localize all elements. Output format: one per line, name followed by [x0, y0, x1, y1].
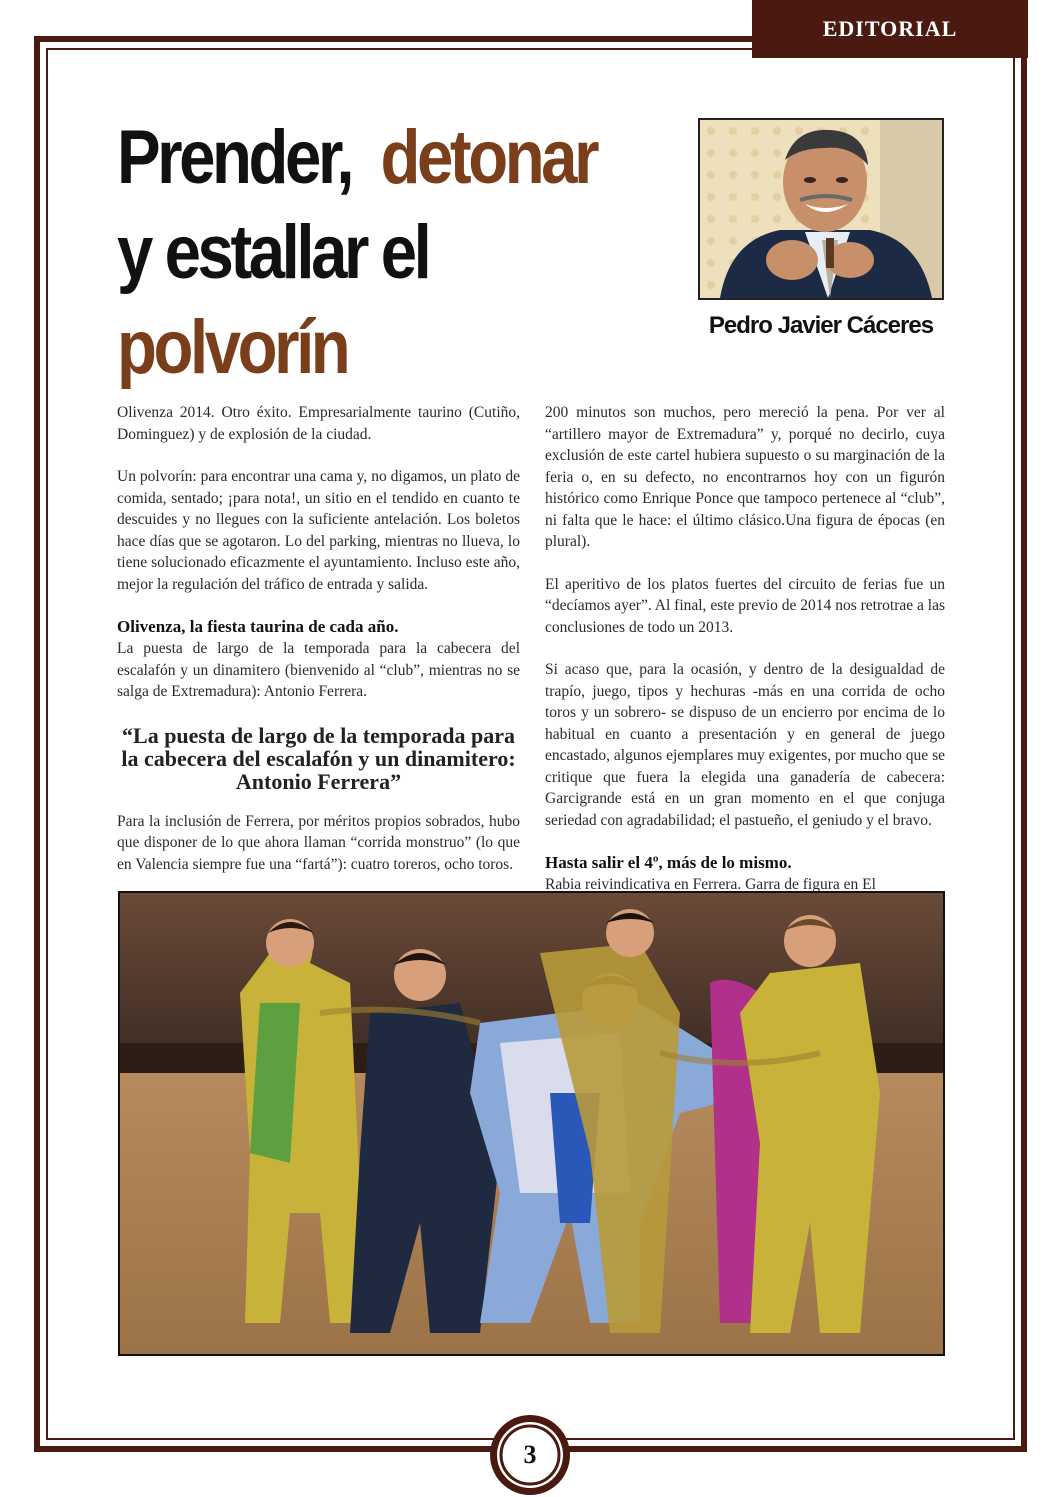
headline [117, 110, 616, 395]
headline-line-2: y estallar el [117, 210, 429, 295]
pull-quote: “La puesta de largo de la temporada para la cabecera del escalafón y un dinamitero: Antonio Ferrera” [121, 722, 516, 794]
paragraph: La puesta de largo de la temporada para la cabecera del escalafón y un dinamitero (bienvenido al “club”, mientras no se salga de Extremadura): Antonio Ferrera. [117, 640, 520, 700]
headline-word-2: detonar [380, 115, 597, 200]
bullfight-photo [118, 891, 945, 1356]
headline-line-3: polvorín [117, 305, 348, 390]
paragraph: Si acaso que, para la ocasión, y dentro de la desigualdad de trapío, juego, tipos y hechuras -más en una corrida de ocho toros y un sobrero- se dispuso de un encierro por encima de lo habitual en cuanto a presentación y en general de juego encastado, algunos ejemplares muy exigentes, por mucho que se critique que fuera la elegida una ganadería de cabecera: Garcigrande está en un gran momento en el que conjuga seriedad con agradabilidad; el pastueño, el geniudo y el bravo. [545, 661, 945, 829]
author-name: Pedro Javier Cáceres [708, 312, 934, 339]
subheading: Olivenza, la fiesta taurina de cada año. [117, 617, 399, 636]
paragraph: El aperitivo de los platos fuertes del circuito de ferias fue un “decíamos ayer”. Al final, este previo de 2014 nos retrotrae a las conclusiones de todo un 2013. [545, 575, 945, 636]
right-column [545, 402, 945, 893]
author-portrait-illustration [700, 120, 942, 298]
subheading: Hasta salir el 4º, más de lo mismo. [545, 853, 792, 872]
paragraph: Para la inclusión de Ferrera, por méritos propios sobrados, hubo que disponer de lo que ahora llaman “corrida monstruo” (lo que en Valencia siempre fue una “fartá”): cuatro toreros, ocho toros. [117, 812, 520, 873]
page-number: 3 [523, 1440, 537, 1469]
paragraph: Un polvorín: para encontrar una cama y, no digamos, un plato de comida, sentado; ¡para nota!, un sitio en el tendido en cuanto te descuides y no llegues con la suficiente antelación. Los boletos hace días que se agotaron. Lo del parking, mientras no llueva, lo tiene solucionado eficazmente el ayuntamiento. Incluso este año, mejor la regulación del tráfico de entrada y salida. [117, 468, 520, 593]
author-portrait [698, 118, 944, 300]
section-tab: EDITORIAL [752, 0, 1028, 58]
left-column [117, 402, 520, 896]
paragraph: Rabia reivindicativa en Ferrera. Garra de figura en El [545, 876, 876, 893]
headline-word-1: Prender, [117, 115, 352, 200]
bullfight-photo-illustration [120, 893, 943, 1354]
paragraph: Olivenza 2014. Otro éxito. Empresarialmente taurino (Cutiño, Dominguez) y de explosión de la ciudad. [117, 404, 520, 443]
paragraph: 200 minutos son muchos, pero mereció la pena. Por ver al “artillero mayor de Extremadura” y, porqué no decirlo, cuya exclusión de este cartel hubiera supuesto o su marginación de la feria o, en su defecto, no encontrarnos hoy con un figurón histórico como Enrique Ponce que tampoco pertenece al “club”, ni falta que le hace: el último clásico.Una figura de épocas (en plural). [545, 404, 945, 550]
